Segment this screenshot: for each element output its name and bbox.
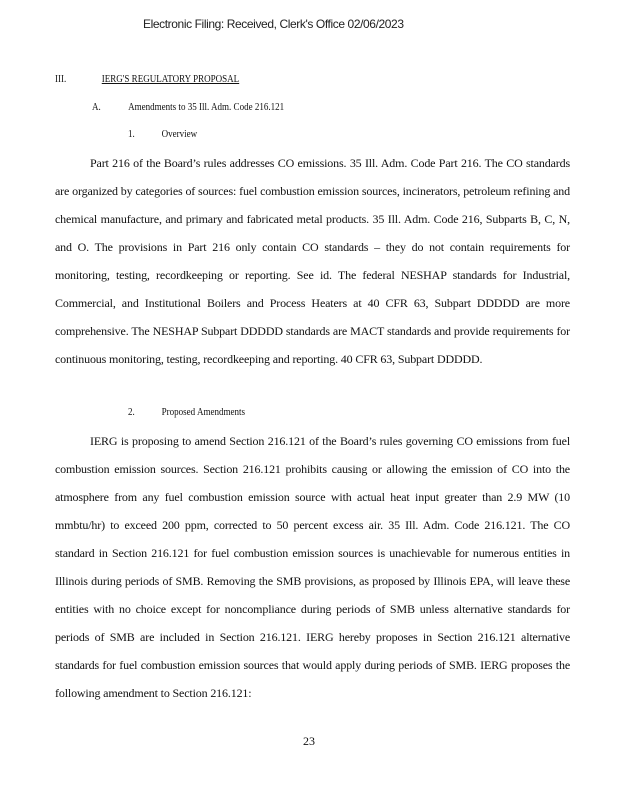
- section-number: III.: [55, 73, 67, 85]
- overview-title: Overview: [161, 128, 198, 140]
- subsection-title: Amendments to 35 Ill. Adm. Code 216.121: [128, 101, 285, 113]
- proposed-title: Proposed Amendments: [161, 406, 246, 418]
- filing-stamp-header: Electronic Filing: Received, Clerk's Office 02/06/2023: [143, 17, 404, 31]
- overview-paragraph: Part 216 of the Board’s rules addresses CO emissions. 35 Ill. Adm. Code Part 216. The CO standards are organized by categories of sources: fuel combustion emission sources, incinerators, petroleum refining and chemical manufacture, and primary and fabricated metal products. 35 Ill. Adm. Code 216, Subparts B, C, N, and O. The provisions in Part 216 only contain CO standards – they do not contain requirements for monitoring, testing, recordkeeping or reporting. See id. The federal NESHAP standards for Industrial, Commercial, and Institutional Boilers and Process Heaters at 40 CFR 63, Subpart DDDDD are more comprehensive. The NESHAP Subpart DDDDD standards are MACT standards and provide requirements for continuous monitoring, testing, recordkeeping and reporting. 40 CFR 63, Subpart DDDDD.: [55, 156, 570, 366]
- overview-number: 1.: [128, 128, 135, 140]
- proposed-amendments-paragraph: IERG is proposing to amend Section 216.121 of the Board’s rules governing CO emissions from fuel combustion emission sources. Section 216.121 prohibits causing or allowing the emission of CO into the atmosphere from any fuel combustion emission source with actual heat input greater than 2.9 MW (10 mmbtu/hr) to exceed 200 ppm, corrected to 50 percent excess air. 35 Ill. Adm. Code 216.121. The CO standard in Section 216.121 for fuel combustion emission sources is unachievable for numerous entities in Illinois during periods of SMB. Removing the SMB provisions, as proposed by Illinois EPA, will leave these entities with no choice except for noncompliance during periods of SMB unless alternative standards for periods of SMB are included in Section 216.121. IERG hereby proposes in Section 216.121 alternative standards for fuel combustion emission sources that would apply during periods of SMB. IERG proposes the following amendment to Section 216.121:: [55, 434, 570, 700]
- page-number: 23: [303, 734, 315, 748]
- subsection-letter: A.: [92, 101, 101, 113]
- section-title: IERG'S REGULATORY PROPOSAL: [101, 73, 240, 85]
- proposed-number: 2.: [128, 406, 135, 418]
